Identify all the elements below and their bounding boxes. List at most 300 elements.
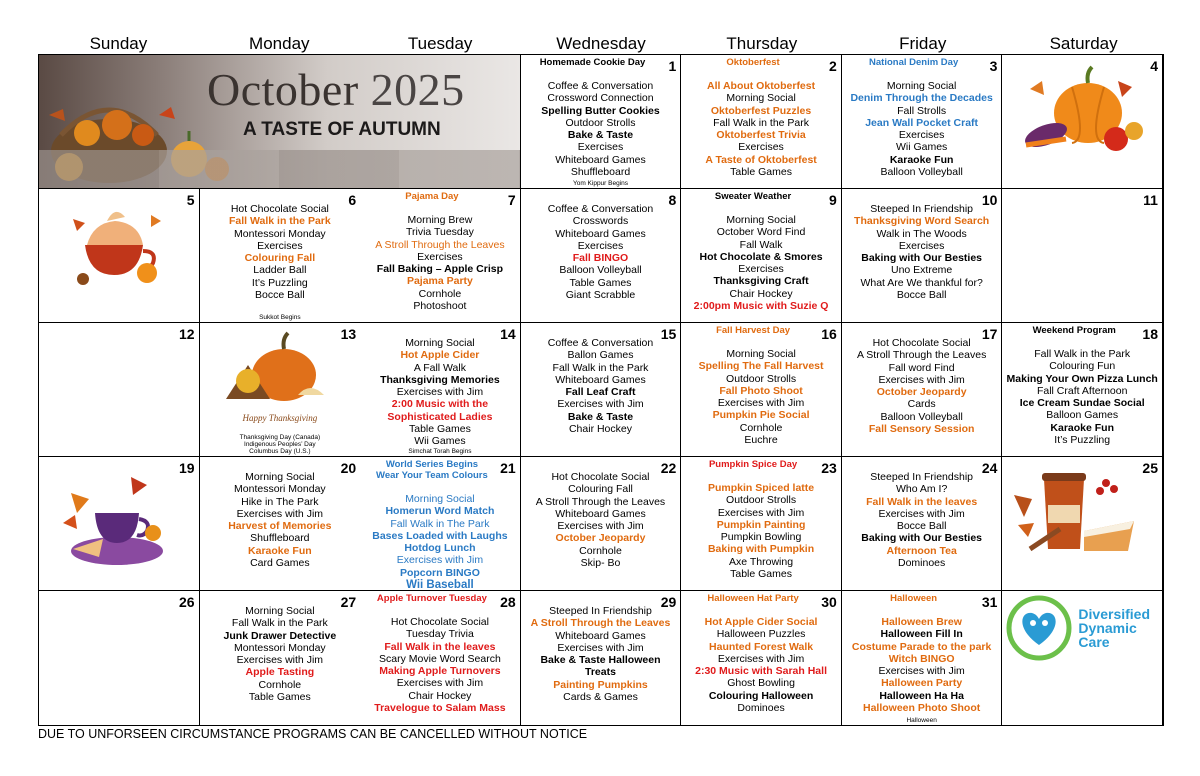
activity: Fall Walk in the leaves [384, 640, 496, 653]
day-cell-23 [681, 457, 842, 591]
activity: Steeped In Friendship [549, 605, 652, 617]
day-number: 28 [500, 594, 516, 610]
activity: Exercises with Jim [717, 652, 805, 665]
activity: All About Oktoberfest [707, 80, 816, 92]
activity: A Stroll Through the Leaves [535, 495, 666, 508]
activity: Outdoor Strolls [726, 494, 797, 507]
activity: Apple Tasting [245, 666, 315, 679]
day-cell-25 [1002, 457, 1163, 591]
activity: Outdoor Strolls [565, 116, 636, 129]
activity: Pumpkin Painting [716, 518, 806, 531]
day-number: 26 [178, 594, 195, 610]
activity: Harvest of Memories [228, 520, 332, 533]
activity: Trivia Tuesday [405, 226, 474, 239]
activity: Exercises [738, 263, 784, 276]
activity: Exercises [898, 129, 945, 142]
activity: Colouring Fun [1049, 360, 1116, 373]
activity: Crossword Connection [547, 92, 654, 105]
activity: Thanksgiving Memories [380, 373, 500, 386]
day-cell-18 [1002, 323, 1163, 457]
activity: Morning Brew [407, 214, 473, 226]
activity: Colouring Fall [244, 252, 316, 265]
day-number: 29 [660, 594, 677, 610]
activity-list [683, 214, 839, 312]
day-number: 12 [178, 326, 195, 342]
thanksgiving-pumpkin-icon [220, 329, 330, 409]
activity: Euchre [744, 434, 778, 447]
activity: Table Games [730, 166, 792, 179]
activity: Outdoor Strolls [726, 372, 797, 385]
day-theme-sub: Wear Your Team Colours [376, 470, 488, 481]
activity-list [844, 203, 1000, 301]
day-cell-3 [842, 55, 1003, 189]
activity: Morning Social [726, 348, 796, 360]
holiday-notes [200, 434, 361, 455]
holiday-note: Sukkot Begins [259, 314, 301, 321]
activity: Fall word Find [888, 361, 955, 374]
activity: Hot Apple Cider [400, 349, 480, 362]
activity: Ghost Bowling [727, 677, 795, 690]
activity: Morning Social [405, 337, 475, 349]
activity-list [202, 203, 359, 301]
activity: Pumpkin Bowling [720, 531, 802, 544]
day-theme: Homemade Cookie Day [539, 57, 646, 68]
activity-list [683, 482, 839, 580]
activity: Fall Photo Shoot [719, 384, 803, 397]
activity: October Jeopardy [876, 386, 967, 399]
holiday-note: Indigenous Peoples’ Day [244, 441, 316, 448]
cancellation-notice: DUE TO UNFORSEEN CIRCUMSTANCE PROGRAMS CAN BE CANCELLED WITHOUT NOTICE [38, 727, 588, 741]
activity: Wii Games [895, 141, 948, 154]
day-cell-24 [842, 457, 1003, 591]
heart-hands-icon [1006, 595, 1072, 661]
company-logo [1006, 595, 1150, 661]
activity: Hot Chocolate Social [551, 471, 650, 483]
activity: 2:00pm Music with Suzie Q [693, 300, 829, 313]
activity: Exercises with Jim [878, 373, 965, 386]
day-number: 24 [981, 460, 998, 476]
day-number: 20 [340, 460, 357, 476]
activity: Coffee & Conversation [547, 80, 654, 92]
activity: Fall Walk in the leaves [866, 495, 978, 508]
activity-list [844, 471, 1000, 569]
day-theme: Halloween [890, 593, 938, 604]
activity: Hike in The Park [241, 495, 319, 508]
day-number: 18 [1142, 326, 1158, 342]
day-cell-13 [200, 323, 361, 457]
activity: Whiteboard Games [555, 153, 646, 166]
day-cell-8 [521, 189, 682, 323]
banner-title [207, 63, 465, 116]
activity: Fall Walk in the Park [713, 116, 809, 129]
wood-planks-decor [39, 150, 520, 188]
activity: Hot Chocolate & Smores [699, 250, 823, 263]
activity: Shuffleboard [570, 166, 631, 179]
activity: Exercises with Jim [878, 507, 965, 520]
activity: Exercises with Jim [717, 506, 805, 519]
activity: Baking with Our Besties [861, 252, 983, 265]
activity: Exercises [417, 250, 463, 263]
activity: Exercises with Jim [557, 398, 644, 411]
day-theme: Halloween Hat Party [707, 593, 799, 604]
activity-list [844, 337, 1000, 435]
activity: Whiteboard Games [555, 507, 646, 520]
activity: Baking with Our Besties [861, 532, 983, 545]
activity: Oktoberfest Trivia [716, 129, 806, 142]
activity: It’s Puzzling [251, 276, 308, 289]
day-cell-31 [842, 591, 1003, 725]
day-cell-17 [842, 323, 1003, 457]
day-cell-12 [39, 323, 200, 457]
day-number: 27 [340, 594, 357, 610]
activity-list [362, 337, 518, 448]
activity: Baking with Pumpkin [707, 543, 815, 556]
thanksgiving-card-text: Happy Thanksgiving [242, 413, 318, 423]
logo-line: Care [1078, 634, 1110, 650]
day-cell-1 [521, 55, 682, 189]
activity: Ballon Games [567, 349, 634, 362]
activity: Wii Games [414, 435, 466, 448]
activity: Halloween Puzzles [716, 628, 806, 641]
activity: Montessori Monday [234, 227, 326, 240]
pumpkin-vegetables-icon [1022, 61, 1152, 157]
day-number: 9 [829, 192, 837, 208]
activity: Spelling The Fall Harvest [698, 360, 824, 373]
day-cell-26 [39, 591, 200, 725]
activity: Making Apple Turnovers [379, 665, 501, 678]
day-theme: Sweater Weather [714, 191, 792, 202]
activity: Exercises [577, 141, 624, 154]
activity: Tuesday Trivia [405, 628, 474, 641]
activity: Fall Craft Afternoon [1036, 384, 1128, 397]
activity: Fall BINGO [572, 252, 629, 265]
day-cell-9 [681, 189, 842, 323]
activity: Morning Social [245, 605, 315, 617]
activity: Bocce Ball [896, 520, 947, 533]
activity: Thanksgiving Craft [713, 275, 809, 288]
day-cell-29 [521, 591, 682, 725]
activity: Junk Drawer Detective [223, 629, 337, 642]
weekday-tuesday: Tuesday [407, 34, 473, 53]
day-theme: Pajama Day [405, 191, 459, 202]
activity: Exercises [898, 239, 945, 252]
weekday-monday: Monday [249, 34, 310, 53]
activity-list [362, 493, 518, 591]
activity: Morning Social [245, 471, 315, 483]
activity: Fall Strolls [897, 104, 947, 117]
activity: Halloween Ha Ha [879, 689, 964, 702]
activity: Exercises with Jim [878, 665, 965, 678]
day-number: 2 [829, 58, 837, 74]
activity: Exercises [257, 239, 303, 252]
activity: Denim Through the Decades [850, 92, 993, 105]
activity: Cornhole [739, 421, 783, 434]
activity-list [1004, 348, 1160, 446]
weekday-sunday: Sunday [89, 34, 148, 53]
activity: Steeped In Friendship [870, 203, 973, 215]
day-cell-5 [39, 189, 200, 323]
activity: Bases Loaded with Laughs [372, 529, 508, 542]
activity: Chair Hockey [729, 287, 793, 300]
latte-pie-icon [1010, 465, 1140, 565]
activity: Witch BINGO [888, 652, 955, 665]
activity: Exercises [738, 141, 784, 154]
activity: Photoshoot [413, 300, 467, 313]
activity: Cards [907, 398, 936, 411]
activity: Colouring Fall [568, 483, 633, 496]
activity: Making Your Own Pizza Lunch [1006, 372, 1158, 385]
day-theme: Fall Harvest Day [716, 325, 791, 336]
activity: Exercises [577, 239, 624, 252]
activity: Pumpkin Pie Social [712, 409, 810, 422]
day-number: 31 [981, 594, 998, 610]
activity: Fall Walk [739, 238, 783, 251]
activity: Whiteboard Games [555, 227, 646, 240]
activity: Fall Walk in the Park [552, 361, 649, 374]
day-number: 14 [500, 326, 516, 342]
activity: What Are We thankful for? [860, 276, 983, 289]
activity: Spelling Butter Cookies [541, 104, 660, 117]
activity: Axe Throwing [729, 555, 794, 568]
activity: Whiteboard Games [555, 629, 646, 642]
activity: Montessori Monday [234, 641, 326, 654]
activity-list [683, 80, 839, 178]
day-number: 16 [821, 326, 837, 342]
day-cell-30 [681, 591, 842, 725]
autumn-tea-pie-icon [61, 463, 171, 573]
activity: Skip- Bo [580, 557, 621, 570]
activity: Oktoberfest Puzzles [710, 104, 812, 117]
activity-list [362, 616, 518, 714]
activity-list [523, 605, 679, 703]
activity: Jean Wall Pocket Craft [865, 116, 979, 129]
banner-month: October [207, 64, 359, 115]
activity: October Jeopardy [555, 532, 646, 545]
activity: Travelogue to Salam Mass [374, 702, 506, 715]
activity: Popcorn BINGO [399, 566, 480, 579]
activity-list [523, 337, 679, 435]
activity: Hot Chocolate Social [872, 337, 971, 349]
holiday-note: Simchat Torah Begins [408, 448, 472, 455]
activity: Dominoes [737, 702, 785, 715]
activity: Coffee & Conversation [547, 337, 654, 349]
holiday-note: Yom Kippur Begins [572, 180, 629, 187]
activity: Ladder Ball [253, 264, 307, 277]
activity: Dominoes [897, 557, 946, 570]
activity: Treats [585, 666, 616, 679]
activity: Morning Social [726, 214, 796, 226]
activity: Cornhole [418, 287, 462, 300]
activity: Shuffleboard [250, 532, 310, 545]
day-number: 3 [989, 58, 998, 74]
day-number: 15 [660, 326, 677, 342]
day-cell-2 [681, 55, 842, 189]
day-cell-20 [200, 457, 361, 591]
activity: Table Games [730, 568, 792, 581]
activity: Exercises with Jim [396, 386, 484, 399]
activity: Morning Social [405, 493, 475, 505]
activity: Chair Hockey [568, 423, 632, 436]
activity: Thanksgiving Word Search [854, 215, 990, 228]
activity: Whiteboard Games [555, 373, 646, 386]
activity-list [523, 80, 679, 178]
activity: Pumpkin Spiced latte [707, 482, 815, 494]
weekday-header-row [38, 34, 1164, 54]
day-cell-6 [200, 189, 361, 323]
activity: Fall Walk in the Park [231, 617, 328, 630]
activity-list [202, 605, 359, 703]
activity: Hot Chocolate Social [230, 203, 329, 215]
activity: Fall Sensory Session [868, 423, 975, 436]
activity: Karaoke Fun [1050, 421, 1114, 434]
activity: Balloon Games [1046, 409, 1119, 422]
day-cell-21 [360, 457, 521, 591]
activity: Card Games [250, 557, 310, 570]
activity: Exercises with Jim [236, 654, 324, 667]
activity: Exercises with Jim [396, 677, 484, 690]
activity: Coffee & Conversation [547, 203, 654, 215]
day-cell-15 [521, 323, 682, 457]
day-theme: World Series Begins [385, 459, 479, 470]
activity: Hotdog Lunch [404, 542, 476, 555]
day-number: 23 [821, 460, 837, 476]
activity: Fall Walk in The Park [390, 517, 490, 530]
day-number: 30 [821, 594, 837, 610]
activity: Cornhole [258, 678, 302, 691]
activity: Hot Chocolate Social [390, 616, 489, 628]
holiday-note: Halloween [906, 717, 937, 724]
activity: Crosswords [572, 215, 629, 228]
logo-cell [1002, 591, 1163, 725]
activity: A Taste of Oktoberfest [705, 153, 817, 166]
activity: 2:00 Music with the [391, 398, 489, 411]
holiday-note: Thanksgiving Day (Canada) [239, 434, 321, 441]
activity: Karaoke Fun [889, 153, 954, 166]
activity-list [844, 616, 1000, 714]
day-cell-27 [200, 591, 361, 725]
day-number: 5 [186, 192, 195, 208]
day-number: 1 [668, 58, 677, 74]
day-number: 19 [178, 460, 195, 476]
activity: Balloon Volleyball [559, 264, 642, 277]
weekday-saturday: Saturday [1049, 34, 1118, 53]
activity: Table Games [408, 423, 471, 436]
day-number: 6 [348, 192, 357, 208]
activity: Table Games [569, 276, 632, 289]
weekday-friday: Friday [899, 34, 947, 53]
activity: Morning Social [726, 92, 796, 105]
activity: Fall Leaf Craft [565, 386, 636, 399]
activity: Halloween Fill In [880, 628, 963, 641]
activity: 2:30 Music with Sarah Hall [695, 665, 827, 678]
logo-line: Diversified [1078, 606, 1151, 622]
activity-list [844, 80, 1000, 178]
activity: Fall Walk in the Park [1034, 348, 1131, 360]
day-cell-11 [1002, 189, 1163, 323]
activity: Balloon Volleyball [880, 410, 963, 423]
activity: Bocce Ball [896, 289, 947, 302]
activity: Colouring Halloween [708, 689, 814, 702]
activity: Halloween Brew [881, 616, 962, 628]
activity: Bake & Taste [567, 129, 634, 142]
logo-line: Dynamic [1078, 620, 1137, 636]
activity: Halloween Party [881, 677, 963, 690]
day-number: 7 [507, 192, 516, 208]
day-number: 25 [1142, 460, 1158, 476]
activity: Giant Scrabble [565, 289, 636, 302]
activity: Uno Extreme [890, 264, 953, 277]
activity: Exercises with Jim [557, 520, 644, 533]
month-banner [39, 55, 521, 189]
logo-text [1078, 607, 1150, 649]
banner-year: 2025 [370, 64, 465, 115]
holiday-note: Columbus Day (U.S.) [249, 448, 311, 455]
day-cell-4 [1002, 55, 1163, 189]
day-cell-10 [842, 189, 1003, 323]
day-theme: Oktoberfest [726, 57, 780, 68]
activity: Table Games [248, 691, 311, 704]
day-cell-16 [681, 323, 842, 457]
day-cell-28 [360, 591, 521, 725]
activity: Costume Parade to the park [851, 640, 992, 653]
day-number: 13 [340, 326, 357, 342]
activity: Bake & Taste Halloween [540, 654, 661, 667]
activity: Chair Hockey [408, 689, 472, 702]
activity: Bocce Ball [255, 289, 305, 302]
activity: It’s Puzzling [1054, 434, 1111, 447]
day-number: 21 [500, 460, 516, 476]
weekday-thursday: Thursday [726, 34, 798, 53]
activity: A Stroll Through the Leaves [530, 617, 671, 630]
activity: A Stroll Through the Leaves [375, 238, 505, 251]
day-number: 4 [1150, 58, 1158, 74]
activity: Ice Cream Sundae Social [1019, 397, 1145, 410]
activity: Morning Social [886, 80, 957, 92]
day-number: 11 [1143, 192, 1158, 208]
activity-list [683, 348, 839, 446]
banner-subtitle: A TASTE OF AUTUMN [243, 119, 441, 140]
activity: Karaoke Fun [248, 544, 312, 557]
day-number: 10 [981, 192, 998, 208]
activity: Balloon Volleyball [880, 166, 963, 179]
day-cell-7 [360, 189, 521, 323]
activity-list [523, 203, 679, 301]
day-cell-19 [39, 457, 200, 591]
weekday-wednesday: Wednesday [556, 34, 646, 53]
day-theme: Weekend Program [1032, 325, 1116, 336]
activity: Homerun Word Match [385, 505, 495, 518]
activity: Montessori Monday [234, 483, 326, 496]
day-number: 17 [981, 326, 998, 342]
activity-list [362, 214, 518, 312]
activity-list [202, 471, 359, 569]
activity: Exercises with Jim [396, 554, 484, 567]
activity: Exercises with Jim [717, 397, 805, 410]
activity: A Fall Walk [413, 361, 466, 374]
day-theme: Pumpkin Spice Day [708, 459, 798, 470]
activity: A Stroll Through the Leaves [856, 349, 987, 362]
activity: Painting Pumpkins [553, 678, 648, 691]
day-theme: Apple Turnover Tuesday [376, 593, 487, 604]
activity: Halloween Photo Shoot [863, 702, 981, 715]
activity: Wii Baseball [406, 579, 474, 591]
calendar-grid [38, 54, 1164, 726]
activity: Who Am I? [895, 483, 948, 496]
activity: Hot Apple Cider Social [704, 616, 818, 628]
activity: Exercises with Jim [236, 507, 324, 520]
activity: October Word Find [716, 226, 806, 239]
activity: Scary Movie Word Search [379, 652, 501, 665]
